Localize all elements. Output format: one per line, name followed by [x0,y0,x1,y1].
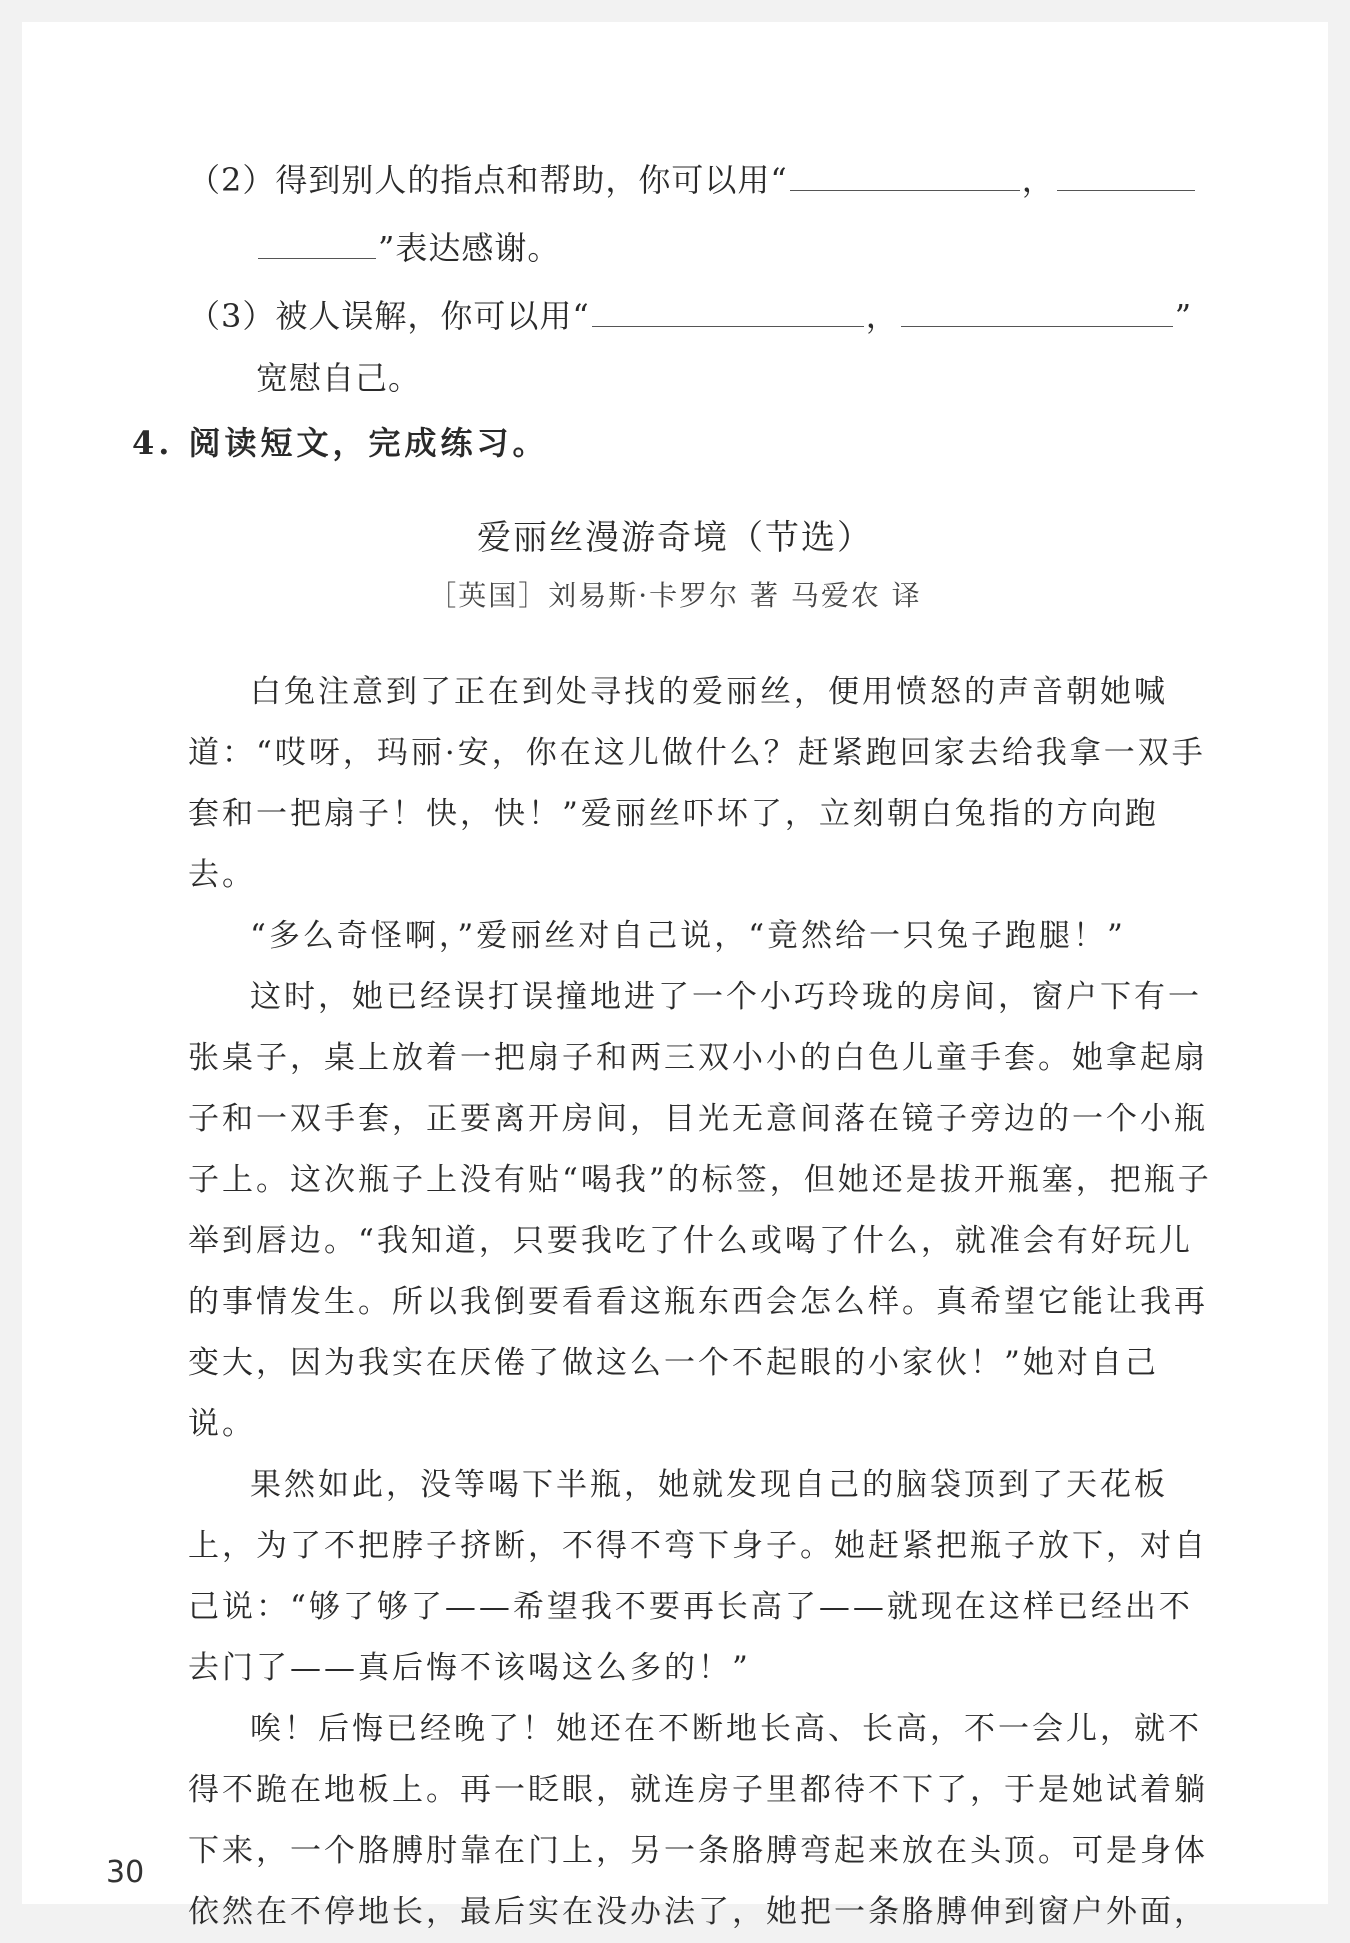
question-2-line-2 [256,228,560,268]
page-number: 30 [106,1855,145,1890]
article-byline: ［英国］刘易斯·卡罗尔 著 马爱农 译 [428,579,922,612]
section-4-heading: 4. 阅读短文，完成练习。 [132,424,549,462]
question-2-blank-1[interactable] [790,160,1020,191]
question-3-number: （3） [188,297,276,335]
article-paragraph: 唉！后悔已经晚了！她还在不断地长高、长高，不一会儿，就不得不跪在地板上。再一眨眼，就连房子里都待不下了，于是她试着躺下来，一个胳膊肘靠在门上，另一条胳膊弯起来放在头顶。可是身体依然在不停地长，最后实在没办法了，她把一条胳膊伸到窗户外面， [188,1711,1208,1930]
article-paragraph: 白兔注意到了正在到处寻找的爱丽丝，便用愤怒的声音朝她喊道：“哎呀，玛丽·安，你在这儿做什么？赶紧跑回家去给我拿一双手套和一把扇子！快，快！”爱丽丝吓坏了，立刻朝白兔指的方向跑去。 [188,674,1206,893]
question-3-comma: ， [865,297,899,335]
question-3-text: 被人误解，你可以用“ [275,297,590,335]
question-3-line-1 [188,296,1192,336]
question-3-blank-1[interactable] [592,296,864,327]
question-2-blank-2a[interactable] [1057,160,1195,191]
article-paragraph: 果然如此，没等喝下半瓶，她就发现自己的脑袋顶到了天花板上，为了不把脖子挤断，不得不弯下身子。她赶紧把瓶子放下，对自己说：“够了够了——希望我不要再长高了——就现在这样已经出不去门了——真后悔不该喝这么多的！” [188,1467,1208,1686]
question-2-text: 得到别人的指点和帮助，你可以用“ [275,161,788,199]
question-2-blank-2b[interactable] [258,228,376,259]
article-paragraph: “多么奇怪啊，”爱丽丝对自己说，“竟然给一只兔子跑腿！” [250,918,1126,954]
question-2-number: （2） [188,161,276,199]
question-3-end: 宽慰自己。 [256,359,422,397]
question-3-close-quote: ” [1174,297,1193,335]
article-title: 爱丽丝漫游奇境（节选） [477,518,873,558]
article-body [188,662,1212,1943]
question-3-blank-2[interactable] [901,296,1173,327]
question-3-line-2 [256,358,421,398]
article-paragraph: 这时，她已经误打误撞地进了一个小巧玲珑的房间，窗户下有一张桌子，桌上放着一把扇子和两三双小小的白色儿童手套。她拿起扇子和一双手套，正要离开房间，目光无意间落在镜子旁边的一个小瓶子上。这次瓶子上没有贴“喝我”的标签，但她还是拔开瓶塞，把瓶子举到唇边。“我知道，只要我吃了什么或喝了什么，就准会有好玩儿的事情发生。所以我倒要看看这瓶东西会怎么样。真希望它能让我再变大，因为我实在厌倦了做这么一个不起眼的小家伙！”她对自己说。 [188,979,1212,1442]
question-2-comma: ， [1021,161,1055,199]
question-2-end: ”表达感谢。 [378,229,561,267]
question-2-line-1 [188,160,1197,200]
